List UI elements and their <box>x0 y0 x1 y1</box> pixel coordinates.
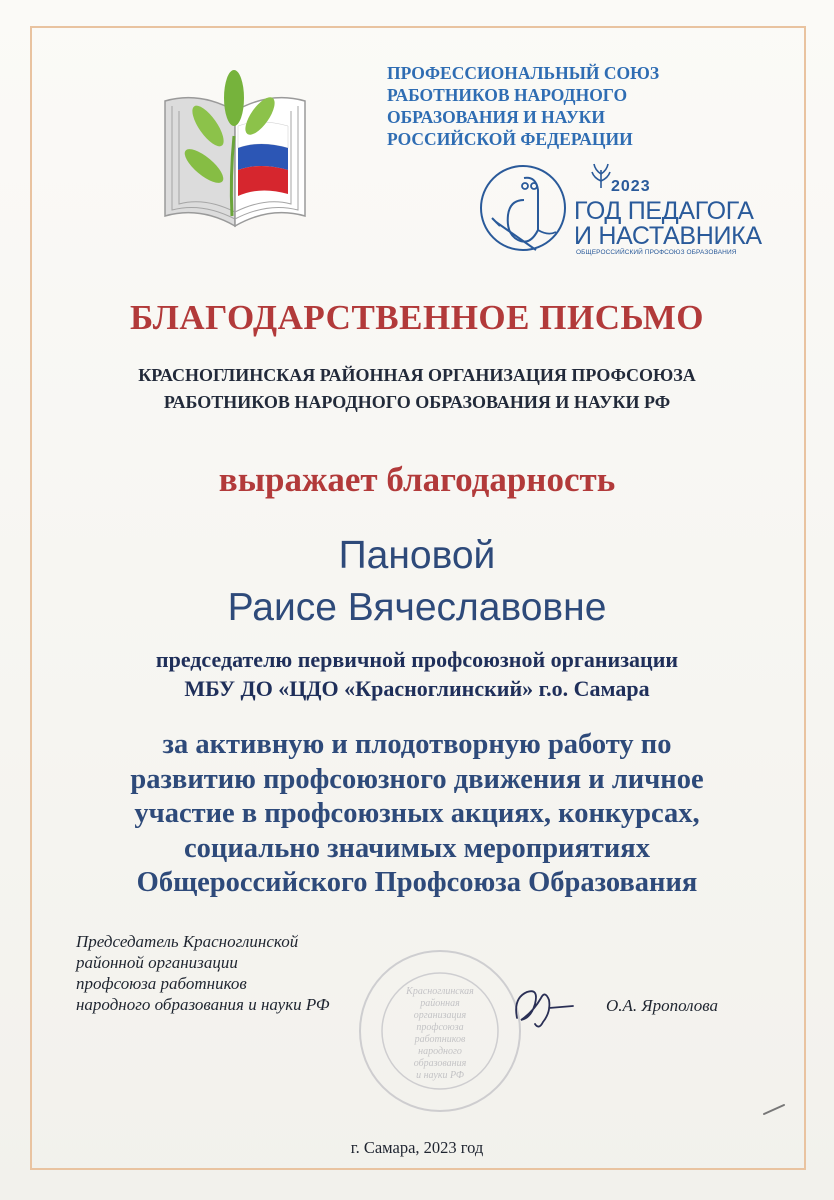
union-logo-icon <box>160 66 310 231</box>
signatory-title <box>76 931 330 1015</box>
position-line: председателю первичной профсоюзной организации <box>155 647 679 672</box>
position-line: МБУ ДО «ЦДО «Красноглинский» г.о. Самара <box>184 676 650 701</box>
stamp-line: организация <box>413 1010 467 1021</box>
badge-subtitle: ОБЩЕРОССИЙСКИЙ ПРОФСОЮЗ ОБРАЗОВАНИЯ <box>576 249 737 256</box>
organization-line: ПРОФЕССИОНАЛЬНЫЙ СОЮЗ <box>387 63 660 83</box>
organization-line: РАБОТНИКОВ НАРОДНОГО <box>387 85 628 105</box>
reason-line: социально значимых мероприятиях <box>184 832 650 864</box>
stamp-line: народного <box>418 1046 462 1057</box>
signatory-title-line: районной организации <box>76 953 238 972</box>
recipient-surname: Пановой <box>338 534 496 577</box>
recipient-position <box>0 645 834 703</box>
document-title: БЛАГОДАРСТВЕННОЕ ПИСЬМО <box>130 298 704 337</box>
signer-name: О.А. Ярополова <box>606 996 719 1015</box>
award-reason <box>0 728 834 901</box>
signatory-title-line: народного образования и науки РФ <box>76 995 330 1014</box>
stamp-line: Красноглинская <box>406 986 474 997</box>
issuer-line: КРАСНОГЛИНСКАЯ РАЙОННАЯ ОРГАНИЗАЦИЯ ПРОФСОЮЗА <box>138 365 696 385</box>
stamp-line: образования <box>413 1058 467 1069</box>
recipient-given-name: Раисе Вячеславовне <box>227 586 607 629</box>
badge-title-line: И НАСТАВНИКА <box>574 222 762 250</box>
reason-line: участие в профсоюзных акциях, конкурсах, <box>134 798 700 829</box>
stamp-line: и науки РФ <box>416 1070 464 1081</box>
stamp-line: районная <box>420 998 460 1009</box>
signatory-title-line: профсоюза работников <box>76 974 247 993</box>
reason-line: Общероссийского Профсоюза Образования <box>136 867 698 898</box>
organization-line: РОССИЙСКОЙ ФЕДЕРАЦИИ <box>387 129 633 149</box>
signatory-title-line: Председатель Красноглинской <box>76 932 299 951</box>
issuer-line: РАБОТНИКОВ НАРОДНОГО ОБРАЗОВАНИЯ И НАУКИ РФ <box>163 392 671 412</box>
reason-line: развитию профсоюзного движения и личное <box>130 763 704 795</box>
handwritten-signature-icon <box>505 978 575 1038</box>
organization-line: ОБРАЗОВАНИЯ И НАУКИ <box>387 107 605 127</box>
place-and-year: г. Самара, 2023 год <box>350 1138 484 1157</box>
badge-title-line: ГОД ПЕДАГОГА <box>574 197 754 225</box>
reason-line: за активную и плодотворную работу по <box>162 729 672 760</box>
recipient-name <box>0 530 834 634</box>
badge-year: 2023 <box>611 178 651 195</box>
organization-name <box>387 62 747 150</box>
year-of-teacher-badge <box>478 160 768 260</box>
round-stamp-icon <box>355 946 525 1116</box>
staple-mark-icon <box>762 1102 788 1116</box>
stamp-line: профсоюза <box>416 1022 464 1033</box>
expresses-gratitude: выражает благодарность <box>218 460 616 499</box>
issuer-organization <box>0 362 834 416</box>
stamp-line: работников <box>414 1034 466 1045</box>
